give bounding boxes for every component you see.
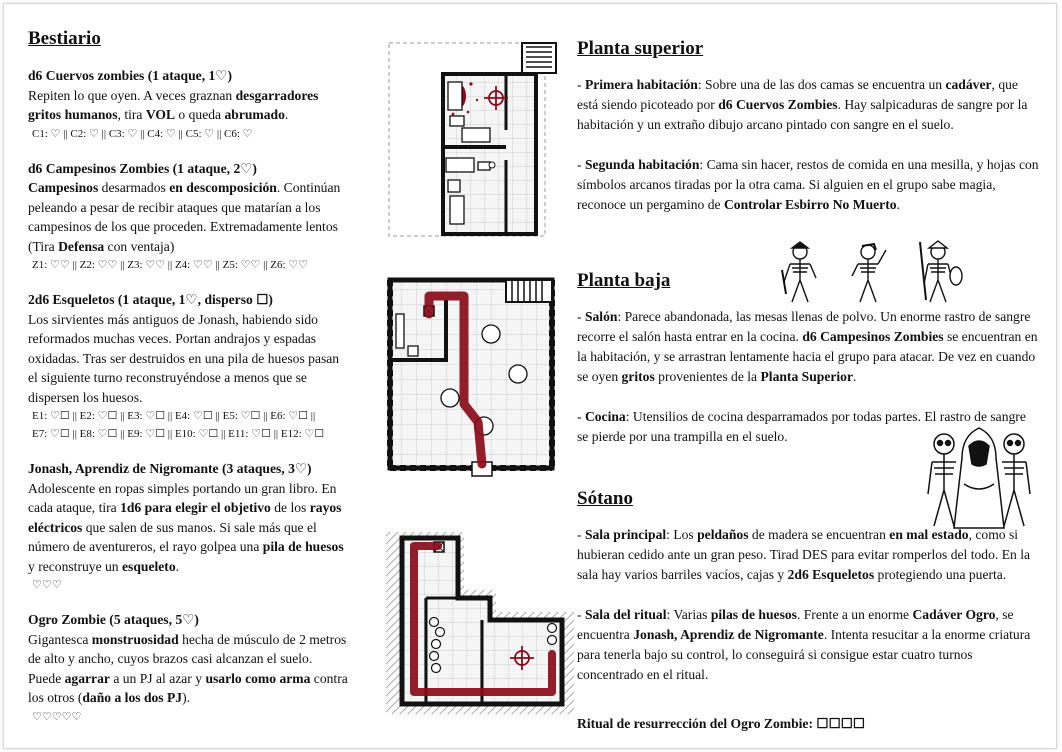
monster-description-bold: monstruosidad [91, 631, 179, 647]
room-description-bold: gritos [621, 369, 655, 384]
monster-description-bold: Campesinos [28, 180, 99, 195]
room-description-text: : Sobre una de las dos camas se encuentra un [697, 77, 946, 92]
monster-description [28, 630, 348, 708]
monster-name: d6 Cuervos zombies (1 ataque, 1♡) [28, 68, 232, 83]
monster-description-text: Repiten lo que oyen. A veces graznan [28, 87, 236, 103]
room-description-bold: cadáver [945, 77, 992, 92]
monster-entry [28, 66, 348, 143]
room-description-bold: peldaños [697, 527, 749, 542]
monster-entry [28, 459, 348, 594]
section-title: Planta superior [577, 38, 704, 59]
stairs-icon [506, 280, 552, 302]
room-description-text: - [577, 309, 585, 324]
room-description-text: - [577, 409, 585, 424]
room-description-bold: Primera habitación [584, 77, 698, 92]
monster-description-text: Adolescente en ropas simples portando un gran libro. En cada ataque, tira [28, 480, 337, 515]
room-description-bold: Jonash, Aprendiz de Nigromante [633, 627, 824, 642]
room-description-text: provenientes de la [654, 369, 761, 384]
room-description-bold: en mal estado [889, 527, 969, 542]
room-description [577, 525, 1039, 585]
monster-description-bold: usarlo como arma [205, 670, 311, 686]
section-title: Planta baja [577, 270, 671, 291]
section-upper-floor [577, 38, 1039, 235]
monster-list [28, 66, 348, 726]
ritual-tracker: Ritual de resurrección del Ogro Zombie: ☐☐☐☐ [577, 716, 866, 731]
room-description [577, 307, 1039, 387]
monster-description-text: Los sirvientes más antiguos de Jonash, habiendo sido reformados muchas veces. Portan andrajos y espadas oxidadas. Tras ser destruidos en una pila de huesos pasan el siguiente turno reconstruyéndose a menos que se dispersen los huesos. [28, 311, 340, 405]
monster-description [28, 86, 348, 125]
room-description-text: . Intenta resucitar a la enorme criatura para tenerla bajo su control, lo conseguirá si consigue estar cuatro turnos concentrado en el ritual. [577, 627, 1031, 682]
monster-description [28, 310, 348, 408]
monster-description-text: ). [182, 690, 191, 705]
health-tracker[interactable]: E7: ♡☐ || E8: ♡☐ || E9: ♡☐ || E10: ♡☐ || E11: ♡☐ || E12: ♡☐ [32, 428, 325, 440]
room-description [577, 605, 1039, 685]
section-title: Sótano [577, 488, 633, 509]
room-description-text: : Los [666, 527, 698, 542]
monster-name: Ogro Zombie (5 ataques, 5♡) [28, 612, 199, 627]
ground-floor-map [386, 274, 561, 484]
monster-entry [28, 159, 348, 275]
room-description-text: - [577, 157, 585, 172]
health-tracker[interactable]: ♡♡♡♡♡ [32, 710, 82, 723]
room-description-text: de madera se encuentran [748, 527, 890, 542]
room-description-text: : Parece abandonada, las mesas llenas de polvo. Un enorme rastro de sangre recorre el salón hasta entrar en la cocina. [577, 309, 1031, 344]
room-description-text: , se encuentra [577, 607, 1014, 642]
room-description-bold: Cadáver Ogro [912, 607, 996, 622]
monster-entry [28, 610, 348, 726]
room-description-bold: Planta Superior [760, 369, 853, 384]
bestiary [28, 28, 348, 726]
room-description-bold: d6 Campesinos Zombies [802, 329, 944, 344]
room-description-text: . [853, 369, 857, 384]
room-description-text: - [577, 77, 585, 92]
room-description-bold: d6 Cuervos Zombies [718, 97, 838, 112]
monster-description-text: . Continúan peleando a pesar de recibir ataques que matarían a los campesinos de los que proceden. Extremadamente lentos (Tira [28, 180, 341, 254]
room-description-bold: Cocina [584, 409, 626, 424]
room-description-bold: Sala del ritual [584, 607, 667, 622]
monster-description [28, 479, 348, 577]
section-basement [577, 488, 1039, 705]
monster-description-bold: agarrar [64, 670, 110, 686]
section-ground-floor [577, 270, 1039, 467]
monster-description-bold: pila de huesos [262, 539, 344, 554]
monster-description-text: contra los otros ( [28, 670, 348, 705]
health-tracker[interactable]: ♡♡♡ [32, 579, 62, 591]
monster-description-bold: desgarradores gritos humanos [28, 87, 319, 122]
room-description-text: . [896, 197, 900, 212]
monster-description-text: a un PJ al azar y [109, 670, 206, 686]
monster-description-text: o queda [175, 107, 225, 122]
monster-description-bold: en descomposición [169, 180, 277, 195]
monster-description-bold: abrumado [224, 107, 285, 122]
upper-floor-map [386, 40, 558, 240]
room-description-bold: Controlar Esbirro No Muerto [723, 197, 897, 212]
monster-description-bold: esqueleto [122, 558, 176, 574]
room-description-text: - [577, 527, 585, 542]
monster-description-bold: 1d6 para elegir el objetivo [120, 500, 271, 515]
monster-name: d6 Campesinos Zombies (1 ataque, 2♡) [28, 160, 257, 176]
monster-description-text: . [175, 558, 180, 574]
room-description-text: : Cama sin hacer, restos de comida en una mesilla, y hojas con símbolos arcanos tiradas por la otra cama. Si alguien en el grupo sabe magia, reconoce un pergamino de [577, 157, 1039, 212]
room-description-text: se encuentran en la habitación, y se arrastran lentamente hacia el grupo para atacar. De vez en cuando se oyen [577, 329, 1038, 384]
room-description-bold: Salón [584, 309, 618, 324]
room-description-text: . Frente a un enorme [796, 607, 913, 622]
room-description-text: : Utensilios de cocina desparramados por todas partes. El rastro de sangre se pierde por una trampilla en el suelo. [577, 409, 1026, 444]
room-description [577, 75, 1039, 135]
room-description-text: , como si hubieran cedido ante un gran peso. Tirad DES para evitar romperlos del todo. En la sala hay varios barriles vacíos, cajas y [577, 527, 1031, 582]
monster-description-bold: daño a los dos PJ [82, 690, 183, 705]
monster-description-text: y reconstruye un [28, 558, 122, 574]
room-description-text: : Varias [666, 607, 711, 622]
monster-description-text: . [284, 107, 289, 122]
room-description [577, 155, 1039, 215]
monster-description-bold: Defensa [58, 238, 105, 254]
monster-name: Jonash, Aprendiz de Nigromante (3 ataques, 3♡) [28, 461, 312, 476]
room-description-text: - [577, 607, 585, 622]
health-tracker[interactable]: E1: ♡☐ || E2: ♡☐ || E3: ♡☐ || E4: ♡☐ || E5: ♡☐ || E6: ♡☐ || [32, 410, 316, 422]
room-description-text: , que está siendo picoteado por [577, 77, 1018, 112]
room-description-bold: 2d6 Esqueletos [787, 567, 875, 582]
monster-entry [28, 290, 348, 443]
monster-description-text: , tira [117, 107, 146, 122]
monster-description-text: que salen de sus manos. Si sale más que el número de aventureros, el rayo golpea una [28, 519, 317, 554]
health-tracker[interactable]: C1: ♡ || C2: ♡ || C3: ♡ || C4: ♡ || C5: ♡ || C6: ♡ [32, 127, 253, 140]
basement-map [382, 524, 578, 724]
monster-name: 2d6 Esqueletos (1 ataque, 1♡, disperso ☐) [28, 292, 273, 307]
bestiary-title: Bestiario [28, 28, 101, 49]
monster-description-text: desarmados [98, 180, 170, 195]
monster-description-text: de los [270, 500, 310, 515]
monster-description-text: con ventaja) [104, 238, 175, 254]
room-description [577, 407, 1039, 447]
monster-description-text: hecha de músculo de 2 metros de alto y ancho, cuyos brazos casi alcanzan el suelo. Puede [28, 631, 347, 686]
room-description-bold: Sala principal [584, 527, 667, 542]
monster-description [28, 178, 348, 256]
page [3, 3, 1057, 749]
room-description-bold: Segunda habitación [584, 157, 700, 172]
monster-description-bold: VOL [145, 107, 176, 122]
room-description-text: protegiendo una puerta. [874, 567, 1007, 582]
monster-description-bold: rayos eléctricos [28, 500, 342, 535]
health-tracker[interactable]: Z1: ♡♡ || Z2: ♡♡ || Z3: ♡♡ || Z4: ♡♡ || Z5: ♡♡ || Z6: ♡♡ [32, 259, 309, 271]
room-description-bold: pilas de huesos [710, 607, 797, 622]
stairs-icon [522, 43, 556, 73]
room-description-text: . Hay salpicaduras de sangre por la habitación y un extraño dibujo arcano pintado con sangre en el suelo. [577, 97, 1028, 132]
monster-description-text: Gigantesca [28, 631, 92, 647]
